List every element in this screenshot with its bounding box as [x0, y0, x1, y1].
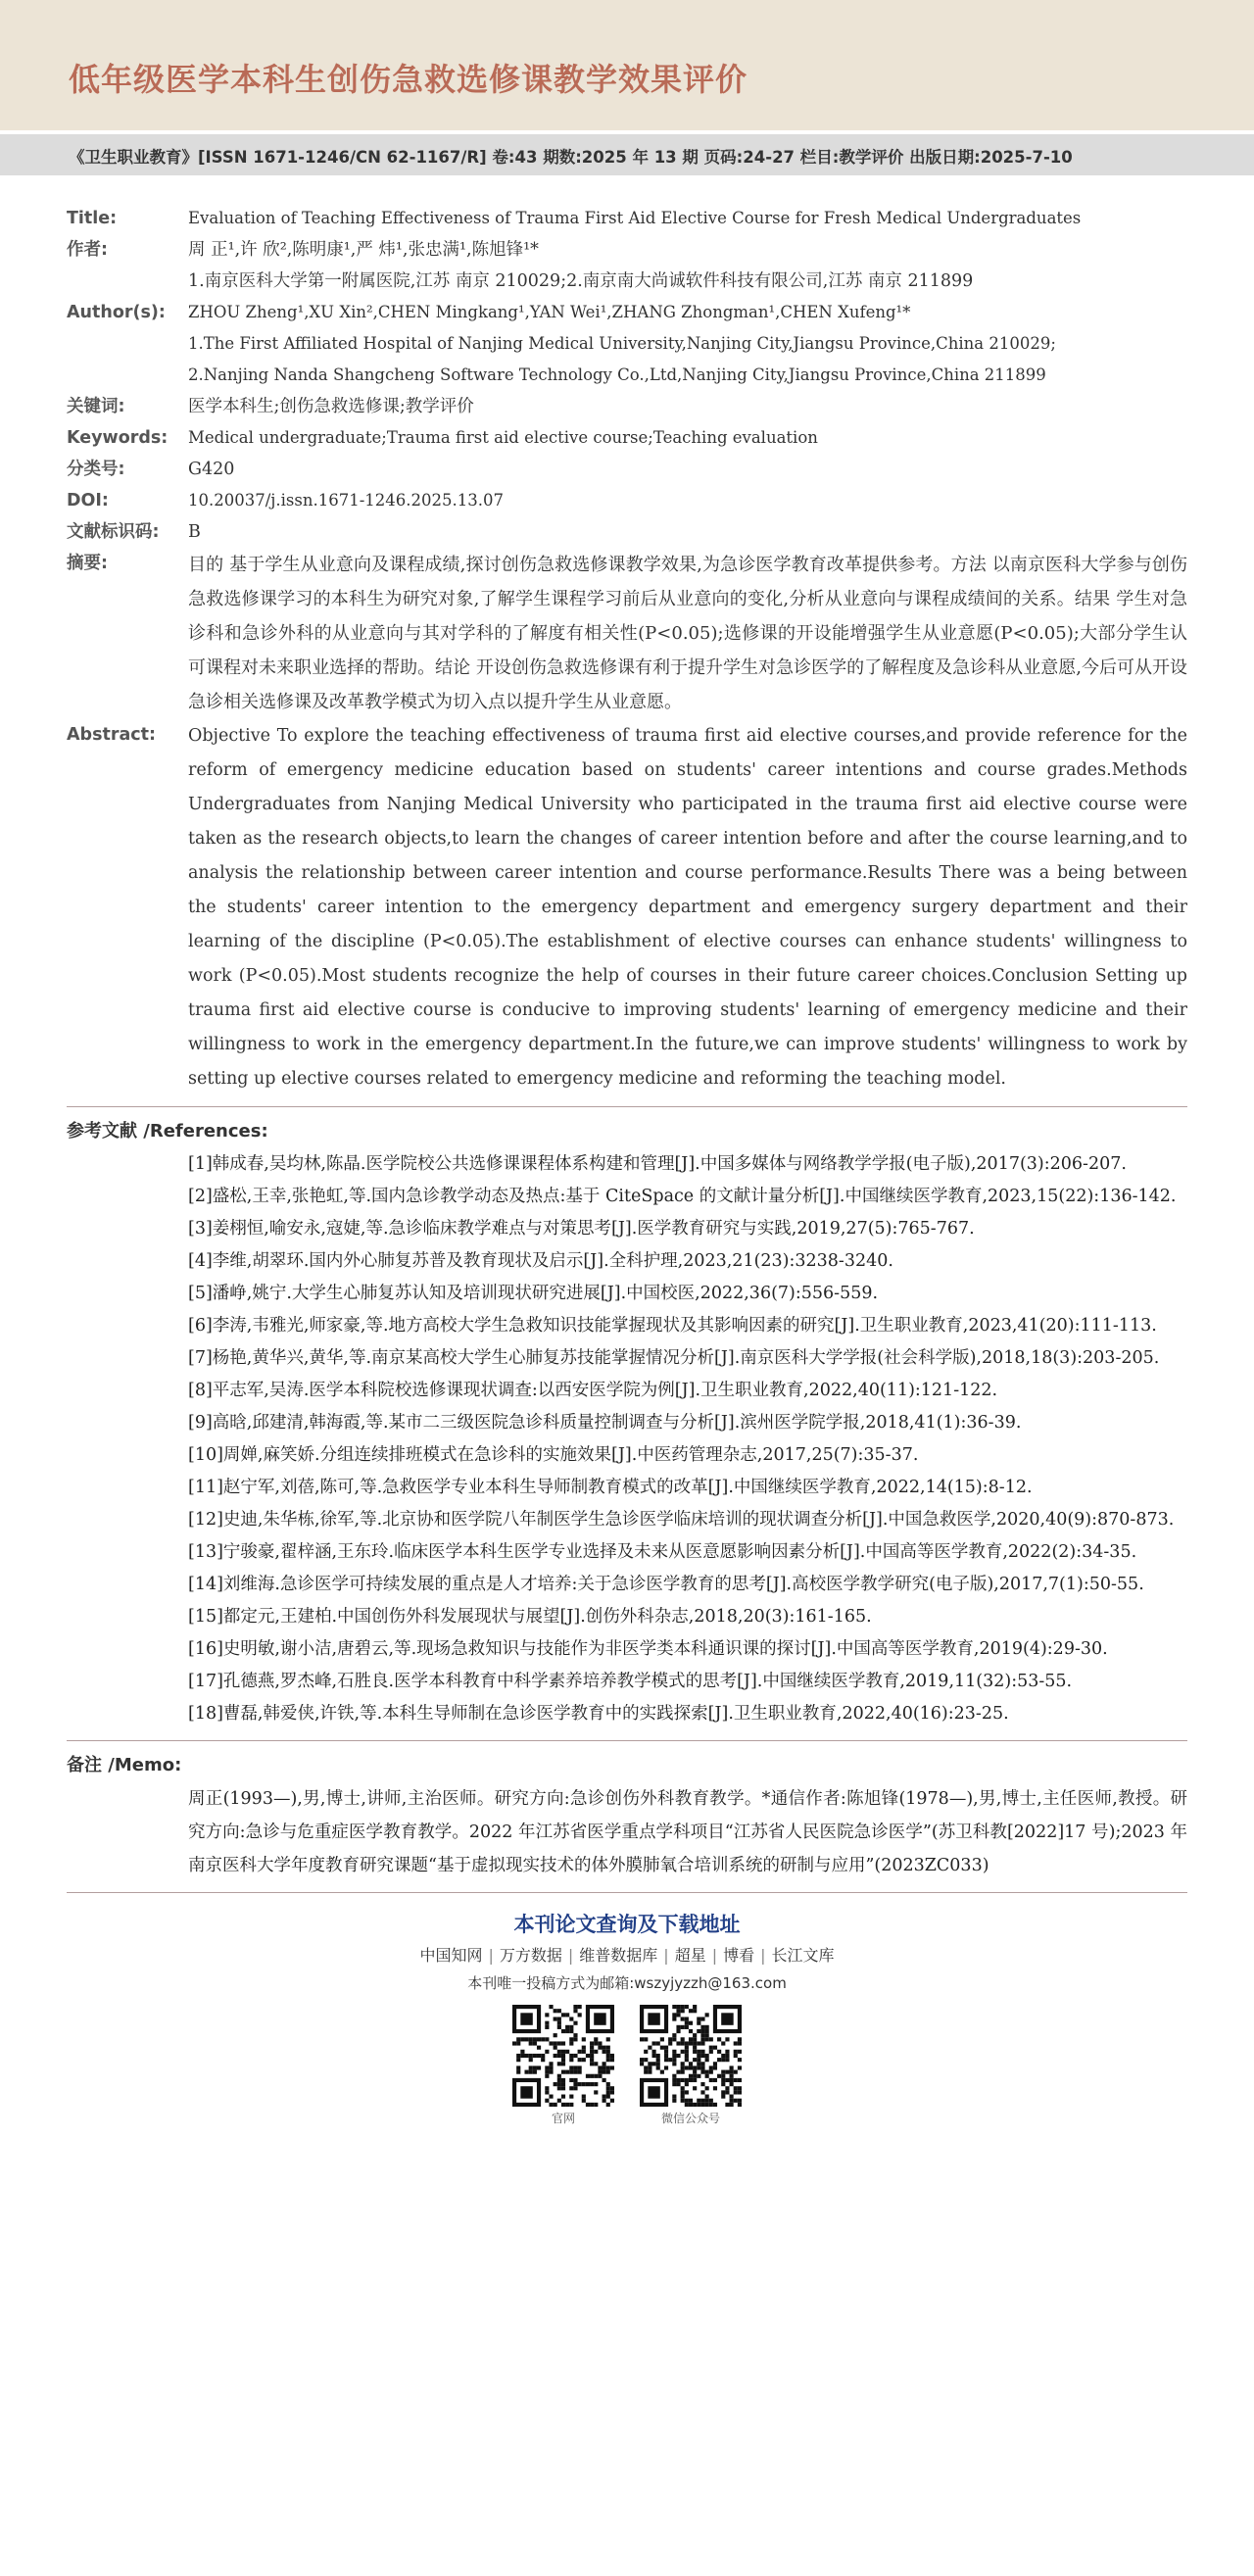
keywords-en-row — [67, 422, 1187, 454]
database-list — [67, 1942, 1187, 1969]
reference-item: [14]刘维海.急诊医学可持续发展的重点是人才培养:关于急诊医学教育的思考[J].高校医学教学研究(电子版),2017,7(1):50-55. — [188, 1575, 1144, 1594]
doccode-row — [67, 516, 1187, 548]
database-link[interactable]: 中国知网 — [419, 1946, 483, 1965]
journal-meta-bar: 《卫生职业教育》[ISSN 1671-1246/CN 62-1167/R] 卷:43 期数:2025 年 13 期 页码:24-27 栏目:教学评价 出版日期:2025-7-10 — [0, 134, 1254, 175]
authors-row — [67, 234, 1187, 266]
memo-heading: 备注 /Memo: — [67, 1755, 182, 1775]
database-link[interactable]: 万方数据 — [499, 1946, 562, 1965]
abstract-en-text: Objective To explore the teaching effectiveness of trauma first aid elective courses,and provide reference for the reform of emergency medicine education based on students' career intentions and course grades.Methods Undergraduates from Nanjing Medical University who participated in the trauma first aid elective course were taken as the research objects,to learn the changes of career intention before and after the course learning,and to analysis the relationship between career intention and course performance.Results There was a being between the students' career intention to the emergency department and emergency surgery department and their learning of the discipline (P<0.05).The establishment of elective courses can enhance students' willingness to work (P<0.05).Most students recognize the help of courses in their future career choices.Conclusion Setting up trauma first aid elective course is conducive to improving students' learning of emergency medicine and their willingness to work in the emergency department.In the future,we can improve students' willingness to work by setting up elective courses related to emergency medicine and reforming the teaching model. — [188, 726, 1187, 1089]
title-band — [0, 0, 1254, 130]
affiliation-en-1: 1.The First Affiliated Hospital of Nanjing Medical University,Nanjing City,Jiangsu Province,China 210029; — [188, 334, 1056, 353]
keywords-en-label: Keywords: — [67, 428, 169, 448]
reference-item: [11]赵宁军,刘蓓,陈可,等.急救医学专业本科生导师制教育模式的改革[J].中国继续医学教育,2022,14(15):8-12. — [188, 1478, 1033, 1497]
separator: | — [488, 1946, 494, 1965]
abstract-cn-text: 目的 基于学生从业意向及课程成绩,探讨创伤急救选修课教学效果,为急诊医学教育改革提供参考。方法 以南京医科大学参与创伤急救选修课学习的本科生为研究对象,了解学生课程学习前后从业意向的变化,分析从业意向与课程成绩间的关系。结果 学生对急诊科和急诊外科的从业意向与其对学科的了解度有相关性(P<0.05);选修课的开设能增强学生从业意愿(P<0.05);大部分学生认可课程对未来职业选择的帮助。结论 开设创伤急救选修课有利于提升学生对急诊医学的了解程度及急诊科从业意愿,今后可从开设急诊相关选修课及改革教学模式为切入点以提升学生从业意愿。 — [188, 555, 1187, 712]
reference-item: [15]都定元,王建柏.中国创伤外科发展现状与展望[J].创伤外科杂志,2018,20(3):161-165. — [188, 1607, 872, 1627]
doi-label: DOI: — [67, 491, 109, 510]
keywords-en-value: Medical undergraduate;Trauma first aid elective course;Teaching evaluation — [188, 428, 818, 447]
references-list — [67, 1148, 1187, 1730]
footer-heading: 本刊论文查询及下载地址 — [513, 1913, 741, 1936]
clc-value: G420 — [188, 460, 235, 479]
abstract-cn-label: 摘要: — [67, 554, 108, 573]
separator: | — [711, 1946, 718, 1965]
reference-item: [5]潘峥,姚宁.大学生心肺复苏认知及培训现状研究进展[J].中国校医,2022,36(7):556-559. — [188, 1284, 879, 1303]
authors-en-label: Author(s): — [67, 303, 166, 322]
article-content — [0, 175, 1254, 2128]
separator: | — [567, 1946, 574, 1965]
divider — [67, 1106, 1187, 1107]
database-link[interactable]: 维普数据库 — [579, 1946, 658, 1965]
clc-label: 分类号: — [67, 460, 125, 479]
reference-item: [2]盛松,王幸,张艳虹,等.国内急诊教学动态及热点:基于 CiteSpace 的文献计量分析[J].中国继续医学教育,2023,15(22):136-142. — [188, 1187, 1177, 1206]
abstract-en-row — [67, 719, 1187, 1096]
qr-wechat[interactable] — [638, 2005, 744, 2128]
database-link[interactable]: 长江文库 — [771, 1946, 835, 1965]
affiliation-en-2: 2.Nanjing Nanda Shangcheng Software Technology Co.,Ltd,Nanjing City,Jiangsu Province,China 211899 — [188, 365, 1046, 384]
reference-item: [13]宁骏豪,翟梓涵,王东玲.临床医学本科生医学专业选择及未来从医意愿影响因素分析[J].中国高等医学教育,2022(2):34-35. — [188, 1542, 1137, 1562]
qr-code-icon — [640, 2005, 742, 2107]
qr-official[interactable] — [510, 2005, 616, 2128]
reference-item: [6]李涛,韦雅光,师家豪,等.地方高校大学生急救知识技能掌握现状及其影响因素的研究[J].卫生职业教育,2023,41(20):111-113. — [188, 1316, 1157, 1336]
reference-item: [10]周婵,麻笑娇.分组连续排班模式在急诊科的实施效果[J].中医药管理杂志,2017,25(7):35-37. — [188, 1445, 919, 1465]
abstract-en-label: Abstract: — [67, 725, 157, 745]
reference-item: [8]平志军,吴涛.医学本科院校选修课现状调查:以西安医学院为例[J].卫生职业教育,2022,40(11):121-122. — [188, 1381, 998, 1400]
separator: | — [760, 1946, 766, 1965]
references-heading: 参考文献 /References: — [67, 1121, 268, 1142]
abstract-cn-row — [67, 548, 1187, 719]
submission-email[interactable]: 本刊唯一投稿方式为邮箱:wszyjyzzh@163.com — [467, 1974, 787, 1992]
reference-item: [3]姜栩恒,喻安永,寇婕,等.急诊临床教学难点与对策思考[J].医学教育研究与实践,2019,27(5):765-767. — [188, 1219, 975, 1239]
reference-item: [7]杨艳,黄华兴,黄华,等.南京某高校大学生心肺复苏技能掌握情况分析[J].南京医科大学学报(社会科学版),2018,18(3):203-205. — [188, 1348, 1160, 1368]
divider — [67, 1892, 1187, 1893]
reference-item: [1]韩成春,吴均林,陈晶.医学院校公共选修课课程体系构建和管理[J].中国多媒体与网络教学学报(电子版),2017(3):206-207. — [188, 1154, 1127, 1174]
separator: | — [663, 1946, 669, 1965]
memo-text: 周正(1993—),男,博士,讲师,主治医师。研究方向:急诊创伤外科教育教学。*通信作者:陈旭锋(1978—),男,博士,主任医师,教授。研究方向:急诊与危重症医学教育教学。2022 年江苏省医学重点学科项目“江苏省人民医院急诊医学”(苏卫科教[2022]17 号);2023 年南京医科大学年度教育研究课题“基于虚拟现实技术的体外膜肺氧合培训系统的研制与应用”(2023ZC033) — [188, 1789, 1187, 1875]
affiliation-cn: 1.南京医科大学第一附属医院,江苏 南京 210029;2.南京南大尚诚软件科技有限公司,江苏 南京 211899 — [188, 271, 974, 291]
reference-item: [16]史明敏,谢小洁,唐碧云,等.现场急救知识与技能作为非医学类本科通识课的探讨[J].中国高等医学教育,2019(4):29-30. — [188, 1639, 1108, 1659]
qr-wechat-caption: 微信公众号 — [660, 2112, 720, 2125]
keywords-row — [67, 391, 1187, 422]
title-label: Title: — [67, 209, 118, 228]
reference-item: [12]史迪,朱华栋,徐军,等.北京协和医学院八年制医学生急诊医学临床培训的现状调查分析[J].中国急救医学,2020,40(9):870-873. — [188, 1510, 1175, 1530]
keywords-value: 医学本科生;创伤急救选修课;教学评价 — [188, 397, 474, 416]
reference-item: [9]高晗,邱建清,韩海霞,等.某市二三级医院急诊科质量控制调查与分析[J].滨州医学院学报,2018,41(1):36-39. — [188, 1413, 1022, 1433]
doccode-label: 文献标识码: — [67, 522, 160, 542]
divider — [67, 1740, 1187, 1741]
authors-en-row — [67, 297, 1187, 328]
doi-value[interactable]: 10.20037/j.issn.1671-1246.2025.13.07 — [188, 491, 505, 510]
keywords-label: 关键词: — [67, 397, 125, 416]
reference-item: [17]孔德燕,罗杰峰,石胜良.医学本科教育中科学素养培养教学模式的思考[J].中国继续医学教育,2019,11(32):53-55. — [188, 1672, 1073, 1691]
authors-label: 作者: — [67, 240, 108, 260]
qr-code-icon — [512, 2005, 614, 2107]
title-row — [67, 203, 1187, 234]
doi-row — [67, 485, 1187, 516]
authors-en-value: ZHOU Zheng¹,XU Xin²,CHEN Mingkang¹,YAN Wei¹,ZHANG Zhongman¹,CHEN Xufeng¹* — [188, 303, 911, 321]
clc-row — [67, 454, 1187, 485]
authors-value: 周 正¹,许 欣²,陈明康¹,严 炜¹,张忠满¹,陈旭锋¹* — [188, 240, 539, 260]
qr-codes — [67, 2005, 1187, 2128]
database-link[interactable]: 博看 — [723, 1946, 755, 1965]
footer — [67, 1907, 1187, 2128]
article-title: 低年级医学本科生创伤急救选修课教学效果评价 — [69, 61, 748, 98]
database-link[interactable]: 超星 — [674, 1946, 706, 1965]
doccode-value: B — [188, 522, 201, 542]
qr-official-caption: 官网 — [551, 2112, 575, 2125]
reference-item: [18]曹磊,韩爱侠,许铁,等.本科生导师制在急诊医学教育中的实践探索[J].卫生职业教育,2022,40(16):23-25. — [188, 1704, 1009, 1724]
english-title: Evaluation of Teaching Effectiveness of Trauma First Aid Elective Course for Fresh Medical Undergraduates — [188, 209, 1082, 227]
reference-item: [4]李维,胡翠环.国内外心肺复苏普及教育现状及启示[J].全科护理,2023,21(23):3238-3240. — [188, 1251, 893, 1271]
